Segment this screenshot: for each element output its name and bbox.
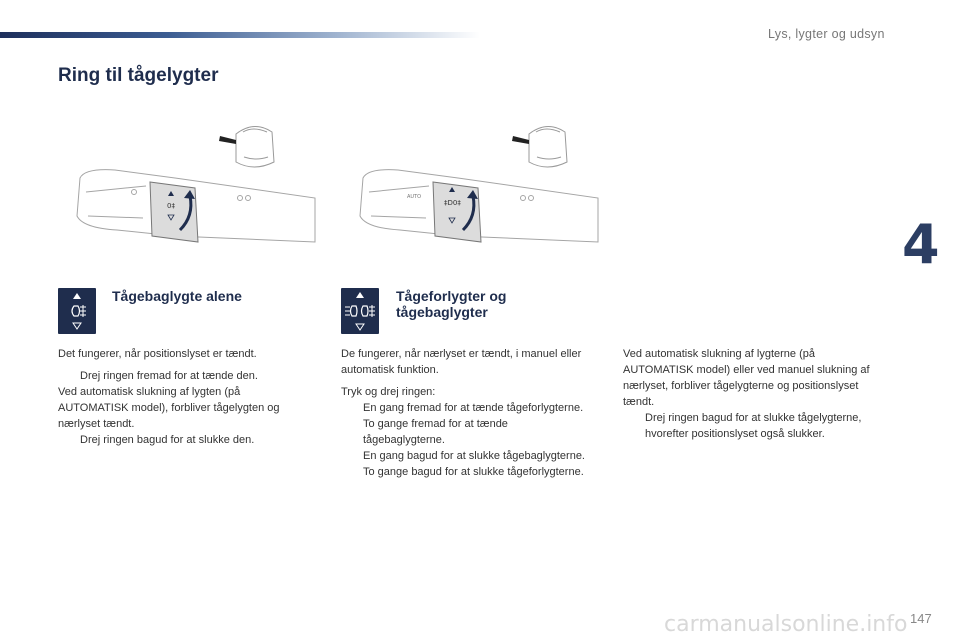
col3-paragraph: Ved automatisk slukning af lygterne (på AUTOMATISK model) eller ved manuel slukning af nærlyset, forbliver tågelygterne og positionslyset tændt. <box>623 348 870 408</box>
page-title: Ring til tågelygter <box>58 65 219 86</box>
list-item: Drej ringen bagud for at slukke den. <box>80 434 255 446</box>
heading-front-rear-fog: Tågeforlygter og tågebaglygter <box>396 288 507 320</box>
list-item: To gange fremad for at tænde tågebaglygterne. <box>363 418 508 446</box>
col2-intro: De fungerer, når nærlyset er tændt, i manuel eller automatisk funktion. <box>341 348 582 376</box>
list-item: Drej ringen bagud for at slukke tågelygterne, hvorefter positionslyset også slukker. <box>645 412 862 440</box>
list-item: En gang bagud for at slukke tågebaglygterne. <box>363 450 585 462</box>
watermark: carmanualsonline.info <box>664 612 908 637</box>
header-accent-bar <box>0 32 480 38</box>
front-rear-fog-icon <box>341 288 379 334</box>
rear-fog-icon <box>58 288 96 334</box>
list-item: Drej ringen fremad for at tænde den. <box>80 370 258 382</box>
list-item: To gange bagud for at slukke tågeforlygterne. <box>363 466 584 478</box>
col2-lead: Tryk og drej ringen: <box>341 386 436 398</box>
section-label: Lys, lygter og udsyn <box>768 27 885 41</box>
page-number: 147 <box>910 611 932 626</box>
stalk-illustration-rear-fog <box>58 112 320 252</box>
column-1-text <box>58 346 313 448</box>
list-item: En gang fremad for at tænde tågeforlygterne. <box>363 402 584 414</box>
stalk-illustration-front-rear-fog <box>341 112 603 252</box>
chapter-number: 4 <box>902 213 940 276</box>
svg-text:‡D0‡: ‡D0‡ <box>444 199 461 207</box>
column-2-text <box>341 346 591 480</box>
steering-column-stalk <box>219 136 236 144</box>
col1-intro: Det fungerer, når positionslyset er tændt. <box>58 348 257 360</box>
svg-text:0‡: 0‡ <box>167 202 175 210</box>
col1-paragraph: Ved automatisk slukning af lygten (på AUTOMATISK model), forbliver tågelygten og nærlyset tændt. <box>58 386 280 430</box>
heading-rear-fog: Tågebaglygte alene <box>112 288 242 304</box>
column-3-text <box>623 346 885 442</box>
svg-text:AUTO: AUTO <box>407 194 422 200</box>
